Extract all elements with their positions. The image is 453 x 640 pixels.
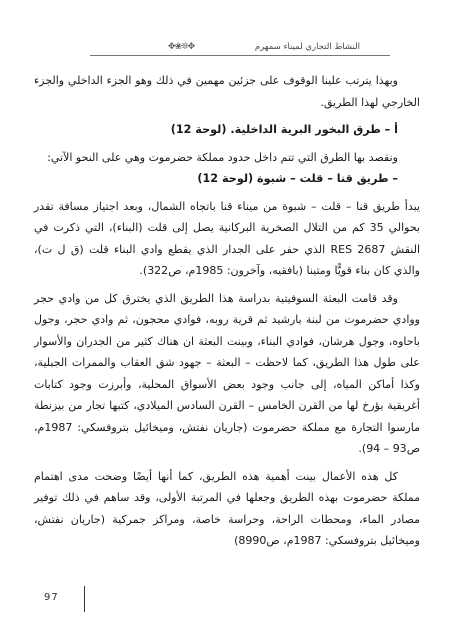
footer-divider bbox=[84, 586, 85, 612]
page-body bbox=[34, 70, 420, 552]
page-number: 97 bbox=[44, 592, 59, 603]
paragraph-intro: وبهذا يترتب علينا الوقوف على جزئين مهمين في ذلك وهو الجزء الداخلي والجزء الخارجي لهذا الطريق. bbox=[34, 74, 420, 109]
running-header-title: النشاط التجاري لميناء سمهرم bbox=[254, 42, 360, 52]
subheading-qana-shabwa-road: – طريق قنا – قلت – شبوة (لوحة 12) bbox=[197, 172, 398, 185]
header-ornament: ✥❊❀✥ bbox=[168, 42, 195, 52]
section-heading-internal-roads: أ – طرق البخور البرية الداخلية. (لوحة 12) bbox=[170, 123, 398, 136]
paragraph-road-route: يبدأ طريق قنا – قلت – شبوة من ميناء قنا باتجاه الشمال، وبعد اجتياز مسافة تقدر بحوالي 35 كم من التلال الصخرية البركانية يصل إلى قلت (البناء)، التي ذكرت في النقش RES 2687 الذي حفر على الجدار الذي يقطع وادي البناء قلت (ق ل ت)، والذي كان بناء قويًّا ومتينا (بافقيه، وآخرون: 1985م، ص322). bbox=[34, 199, 421, 277]
header-divider bbox=[90, 55, 390, 56]
paragraph-importance: كل هذه الأعمال بينت أهمية هذه الطريق، كما أنها أيضًا وضحت مدى اهتمام مملكة حضرموت بهذه الطريق وجعلها في المرتبة الأولى، وقد ساهم في ذلك توفير مصادر الماء، ومحطات الراحة، وحراسة خاصة، ومراكز جمركية (جاريان نفتش، وميخائيل بتروفسكي: 1987م، ص8990) bbox=[34, 469, 420, 547]
running-header bbox=[90, 40, 390, 60]
paragraph-soviet-mission: وقد قامت البعثة السوفيتية بدراسة هذا الطريق الذي يخترق كل من وادي حجر ووادي حضرموت من لبنة بارشيد ثم قرية روبه، فوادي محجون، ثم وادي حجر، وجول باحاوه، وجول هرشان، فوادي البناء، وبينت البعثة ان هناك كثير من الجدران والأسوار على طول هذا الطريق، كما لاحظت – البعثة – جهود شق العقاب والممرات الجبلية، وكذا أماكن المياه، إلى جانب وجود بعض الأسواق المحلية، وأبرزت وجود كتابات أغريقية يؤرخ لها من القرن الخامس – القرن السادس الميلادي، كتبها تجار من بيزنطة مارسوا التجارة مع مملكة حضرموت (جاريان نفتش، وميخائيل بتروفسكي: 1987م، ص93 – 94). bbox=[34, 291, 420, 455]
paragraph-definition: ونقصد بها الطرق التي تتم داخل حدود مملكة حضرموت وهي على النحو الآتي: bbox=[47, 150, 398, 164]
